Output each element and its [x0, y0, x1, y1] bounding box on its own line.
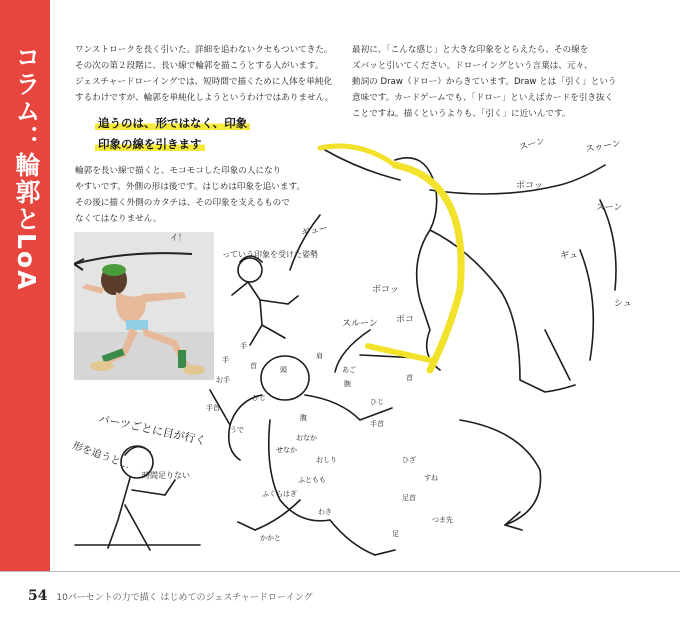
text-line: 動詞の Draw（ドロー）からきています。Draw とは「引く」という	[352, 77, 617, 87]
text-line: その次の第２段階に、長い線で輪郭を描こうとする人がいます。	[75, 61, 324, 71]
part-label: 腕	[344, 380, 351, 388]
text-line: ワンストロークを長く引いた。詳細を追わないクセもついてきた。	[75, 45, 333, 55]
part-label: 足	[392, 530, 399, 538]
part-label: 首	[406, 374, 413, 382]
parts-note: パーツごとに目が行く	[97, 412, 208, 448]
swoosh-label: ポコッ	[516, 181, 543, 191]
part-label: あご	[342, 366, 356, 374]
part-label: 首	[250, 362, 257, 370]
part-label: ひじ	[252, 394, 266, 402]
part-label: せなか	[276, 446, 297, 454]
shape-note: 形を追うと…	[70, 440, 132, 472]
column-title: コラム：輪郭とLoA	[12, 44, 41, 292]
text-line: ジェスチャードローイングでは、短時間で描くために人体を単純化	[75, 77, 333, 87]
swoosh-label: ギュ	[560, 251, 579, 261]
part-label: すね	[424, 474, 438, 482]
part-label: わき	[318, 508, 332, 516]
text-line: 輪郭を長い線で描くと、モコモコした印象の人になり	[75, 166, 282, 176]
text-line: するわけですが、輪郭を単純化しようというわけではありません。	[75, 93, 334, 103]
part-label: 肩	[316, 352, 323, 360]
part-label: ひざ	[402, 456, 416, 464]
text-line: なくてはなりません。	[75, 214, 162, 224]
swoosh-label: ポコ	[396, 315, 415, 325]
swoosh-label: スゥーン	[584, 138, 622, 155]
page-number: 54	[28, 588, 48, 604]
text-line: 最初に、「こんな感じ」と大きな印象をとらえたら、その線を	[352, 45, 589, 55]
book-title: 10パーセントの力で描く はじめてのジェスチャードローイング	[56, 593, 313, 603]
part-label: つま先	[432, 516, 453, 524]
part-label: 手	[240, 342, 247, 350]
part-label: 手首	[370, 420, 384, 428]
cartoon-caption: っていう印象を受けた姿勢	[222, 250, 318, 259]
part-label: おなか	[296, 434, 317, 442]
text-line: やすいです。外側の形は後です。はじめは印象を追います。	[75, 182, 305, 192]
part-label: 頭	[280, 366, 287, 374]
swoosh-label: スーン	[518, 136, 547, 153]
part-label: 足首	[402, 494, 416, 502]
text-line: ことですね。描くというよりも、「引く」に近いんです。	[352, 109, 571, 119]
part-label: かかと	[260, 534, 281, 542]
swoosh-label: シュ	[614, 299, 632, 309]
highlighted-text: 追うのは、形ではなく、印象	[95, 116, 250, 130]
swoosh-label: スルーン	[342, 319, 378, 329]
part-label: 手首	[206, 404, 220, 412]
part-label: お手	[216, 376, 230, 384]
page-footer	[28, 588, 313, 604]
time-note: 時間足りない	[142, 471, 190, 480]
text-line: 意味です。カードゲームでも、「ドロー」といえばカードを引き抜く	[352, 93, 614, 103]
part-label: ひじ	[370, 398, 384, 406]
text-line: ズバッと引いてください。ドローイングという言葉は、元々、	[352, 61, 593, 71]
part-label: うで	[230, 426, 244, 434]
text-line: その後に描く外側のカタチは、その印象を支えるもので	[75, 198, 290, 208]
footer-divider	[0, 571, 680, 572]
part-label: ふくらはぎ	[262, 490, 297, 498]
swoosh-label: ギュー	[300, 223, 330, 239]
highlighted-text: 印象の線を引きます	[95, 137, 205, 151]
part-label: 腹	[300, 414, 307, 422]
swoosh-label: ボコッ	[372, 285, 399, 295]
photo-arrow-label: イ！	[170, 233, 186, 242]
part-label: おしり	[316, 456, 337, 464]
part-label: 手	[222, 356, 229, 364]
swoosh-label: スーン	[596, 203, 623, 213]
part-label: ふともも	[298, 476, 326, 484]
